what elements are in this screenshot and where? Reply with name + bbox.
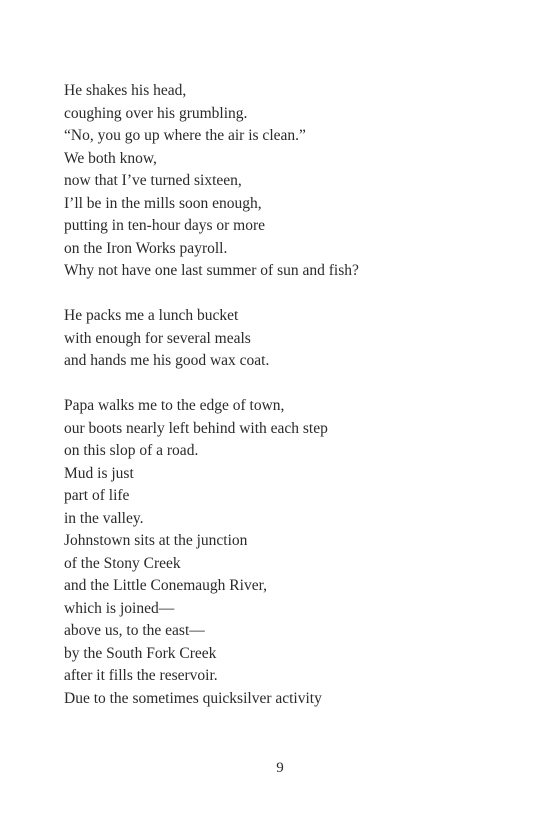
poem-line: which is joined— <box>64 599 175 617</box>
poem-line: part of life <box>64 487 130 504</box>
poem-line: He packs me a lunch bucket <box>64 307 239 324</box>
stanza-1 <box>64 80 359 283</box>
poem-line: putting in ten-hour days or more <box>64 217 266 234</box>
poem-line: Papa walks me to the edge of town, <box>64 397 285 414</box>
poem-line: “No, you go up where the air is clean.” <box>64 127 306 144</box>
poem-line: above us, to the east— <box>64 622 205 639</box>
stanza-3 <box>64 395 328 710</box>
poem-line: on this slop of a road. <box>64 442 199 459</box>
poem-line: and the Little Conemaugh River, <box>64 577 267 594</box>
poem-line: Mud is just <box>64 464 134 482</box>
stanza-2 <box>64 305 269 373</box>
poem-line: Why not have one last summer of sun and fish? <box>64 262 359 279</box>
poem-line: with enough for several meals <box>64 329 251 347</box>
poem-line: coughing over his grumbling. <box>64 104 248 122</box>
poem-line: I’ll be in the mills soon enough, <box>64 194 262 212</box>
poem-line: He shakes his head, <box>64 82 187 99</box>
poem-line: on the Iron Works payroll. <box>64 239 228 257</box>
poem-line: by the South Fork Creek <box>64 644 217 662</box>
poem-line: Johnstown sits at the junction <box>64 532 248 549</box>
poem-line: of the Stony Creek <box>64 554 181 572</box>
poem-line: after it fills the reservoir. <box>64 667 218 684</box>
poem-line: Due to the sometimes quicksilver activity <box>64 689 322 707</box>
poem-line: in the valley. <box>64 509 144 527</box>
poem-line: and hands me his good wax coat. <box>64 352 270 369</box>
poem-line: our boots nearly left behind with each step <box>64 419 328 437</box>
poem-line: now that I’ve turned sixteen, <box>64 172 242 189</box>
page-number: 9 <box>276 760 284 776</box>
poem-line: We both know, <box>64 149 157 167</box>
